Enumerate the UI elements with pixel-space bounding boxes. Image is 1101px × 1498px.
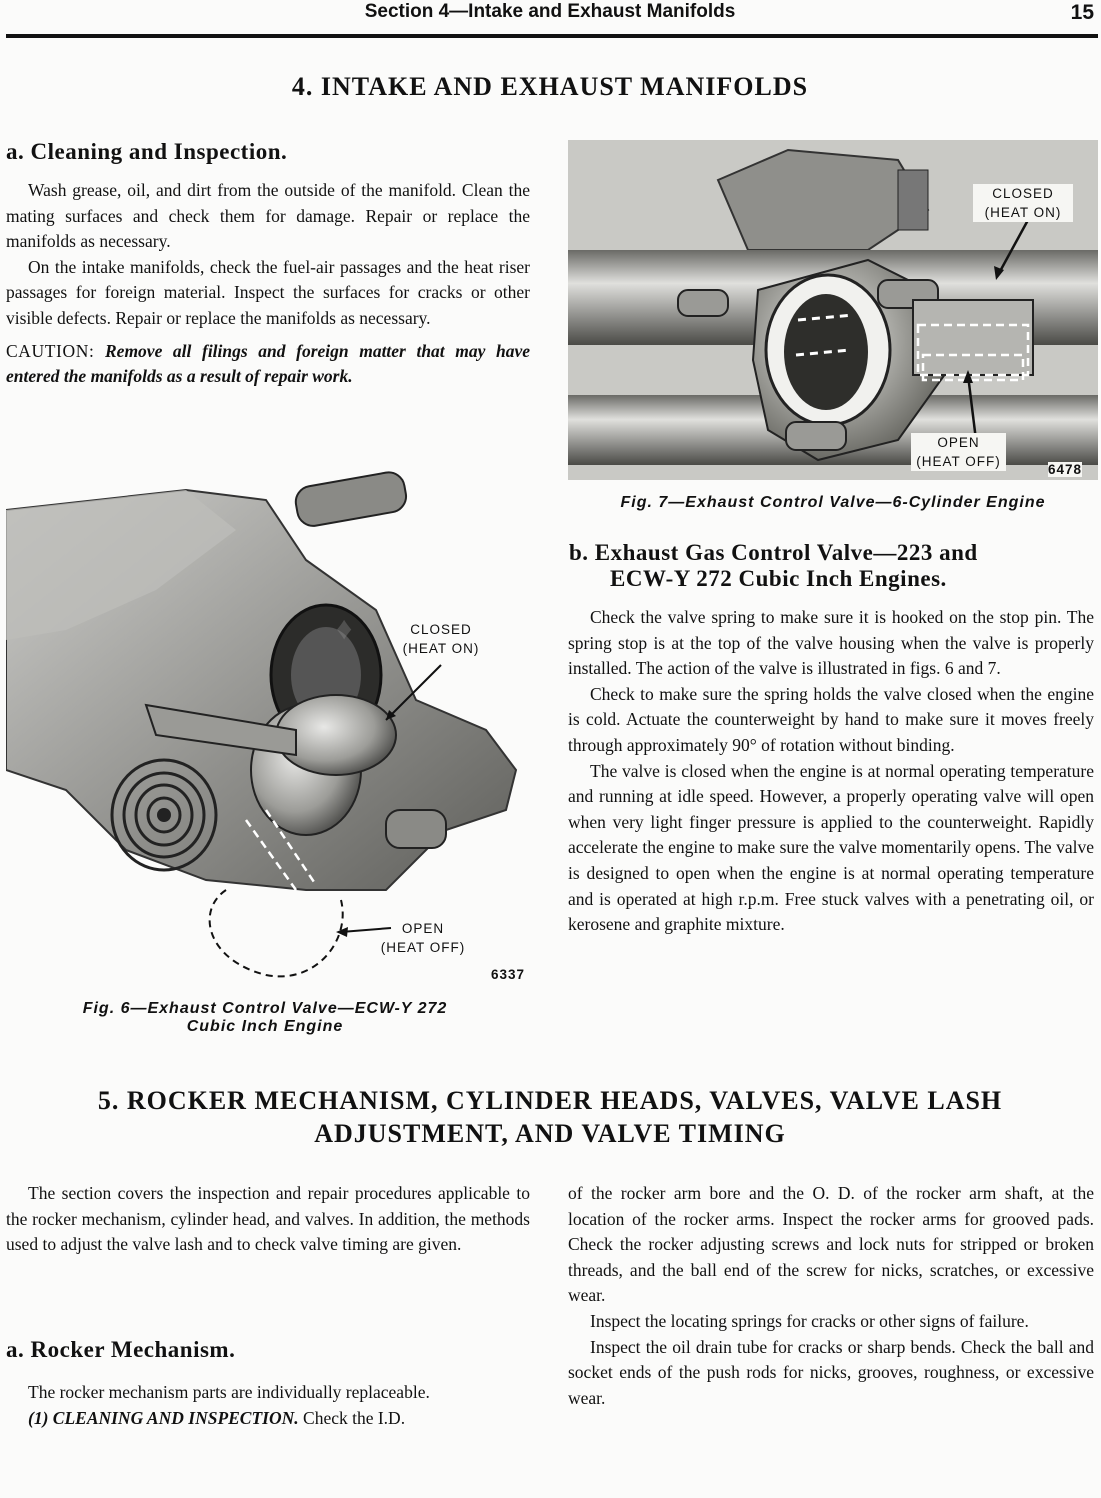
procedure-text: Check the I.D. xyxy=(303,1407,406,1428)
exhaust-valve-text xyxy=(568,605,1094,938)
paragraph: Check the valve spring to make sure it is hooked on the stop pin. The spring stop is at the top of the valve housing when the valve is properly installed. The action of the valve is illustrated in figs. 6 and 7. xyxy=(568,607,1094,679)
running-header-title: Section 4—Intake and Exhaust Manifolds xyxy=(364,1,736,22)
subsection-a-heading: a. Cleaning and Inspection. xyxy=(6,139,288,164)
subsection-b-heading: b. Exhaust Gas Control Valve—223 and ECW-Y 272 Cubic Inch Engines. xyxy=(569,540,978,591)
paragraph: Inspect the locating springs for cracks or other signs of failure. xyxy=(590,1310,1029,1331)
paragraph xyxy=(6,1406,530,1432)
fig6-caption: Fig. 6—Exhaust Control Valve—ECW-Y 272 Cubic Inch Engine xyxy=(82,1000,448,1035)
paragraph: Wash grease, oil, and dirt from the outside of the manifold. Clean the mating surfaces and check them for damage. Repair or replace the manifolds as necessary. xyxy=(6,180,530,252)
caution-label: CAUTION: xyxy=(6,340,95,361)
figure-7 xyxy=(568,140,1098,480)
paragraph: Check to make sure the spring holds the valve closed when the engine is cold. Actuate the counterweight by hand to make sure it moves freely through approximately 90° of rotation without binding. xyxy=(568,683,1094,755)
fig6-number: 6337 xyxy=(491,967,526,982)
paragraph: The valve is closed when the engine is at normal operating temperature and running at idle speed. However, a properly operating valve will open when very light finger pressure is applied to the counterweight. Rapidly accelerate the engine to make sure the valve momentarily opens. The valve is designed to open when the engine is at normal operating temperature and is operated at high r.p.m. Free stuck valves with a penetrating oil, or kerosene and graphite mixture. xyxy=(568,760,1094,935)
page-number: 15 xyxy=(1070,1,1094,24)
watermark: ♦ xyxy=(336,610,353,646)
rocker-mechanism-text xyxy=(6,1380,530,1431)
fig6-closed-callout: CLOSED (HEAT ON) xyxy=(402,622,480,656)
paragraph: of the rocker arm bore and the O. D. of the rocker arm shaft, at the location of the rocker arms. Inspect the rocker arms for grooved pads. Check the rocker adjusting screws and lock nuts for stripped or broken threads, and the ball end of the screw for nicks, scratches, or excessive wear. xyxy=(568,1183,1094,1306)
section-4-title: 4. INTAKE AND EXHAUST MANIFOLDS xyxy=(291,72,809,101)
figure-6-illustration xyxy=(6,470,536,990)
header-rule xyxy=(6,34,1098,38)
figure-6 xyxy=(6,470,536,990)
cleaning-inspection-text xyxy=(6,178,530,390)
fig7-caption: Fig. 7—Exhaust Control Valve—6-Cylinder Engine xyxy=(620,494,1046,511)
fig7-open-callout: OPEN (HEAT OFF) xyxy=(911,433,1006,471)
paragraph: The section covers the inspection and repair procedures applicable to the rocker mechanism, cylinder head, and valves. In addition, the methods used to adjust the valve lash and to check valve timing are given. xyxy=(6,1183,530,1255)
section-5-intro xyxy=(6,1181,530,1258)
fig7-closed-callout: CLOSED (HEAT ON) xyxy=(973,184,1073,222)
paragraph: The rocker mechanism parts are individually replaceable. xyxy=(28,1382,430,1402)
caution-paragraph xyxy=(6,339,530,390)
paragraph: Inspect the oil drain tube for cracks or sharp bends. Check the ball and socket ends of the push rods for nicks, grooves, roughness, or excessive wear. xyxy=(568,1336,1094,1408)
rocker-mechanism-heading: a. Rocker Mechanism. xyxy=(6,1337,236,1362)
fig7-number: 6478 xyxy=(1048,462,1083,477)
rocker-inspection-text xyxy=(568,1181,1094,1411)
paragraph: On the intake manifolds, check the fuel-air passages and the heat riser passages for foreign material. Inspect the surfaces for cracks or other visible defects. Repair or replace the manifolds as necessary. xyxy=(6,256,530,328)
fig6-open-callout: OPEN (HEAT OFF) xyxy=(380,921,466,955)
caution-text: Remove all filings and foreign matter that may have entered the manifolds as a result of repair work. xyxy=(6,340,530,387)
procedure-label: (1) CLEANING AND INSPECTION. xyxy=(28,1407,299,1428)
section-5-title: 5. ROCKER MECHANISM, CYLINDER HEADS, VALVES, VALVE LASH ADJUSTMENT, AND VALVE TIMING xyxy=(97,1086,1003,1148)
